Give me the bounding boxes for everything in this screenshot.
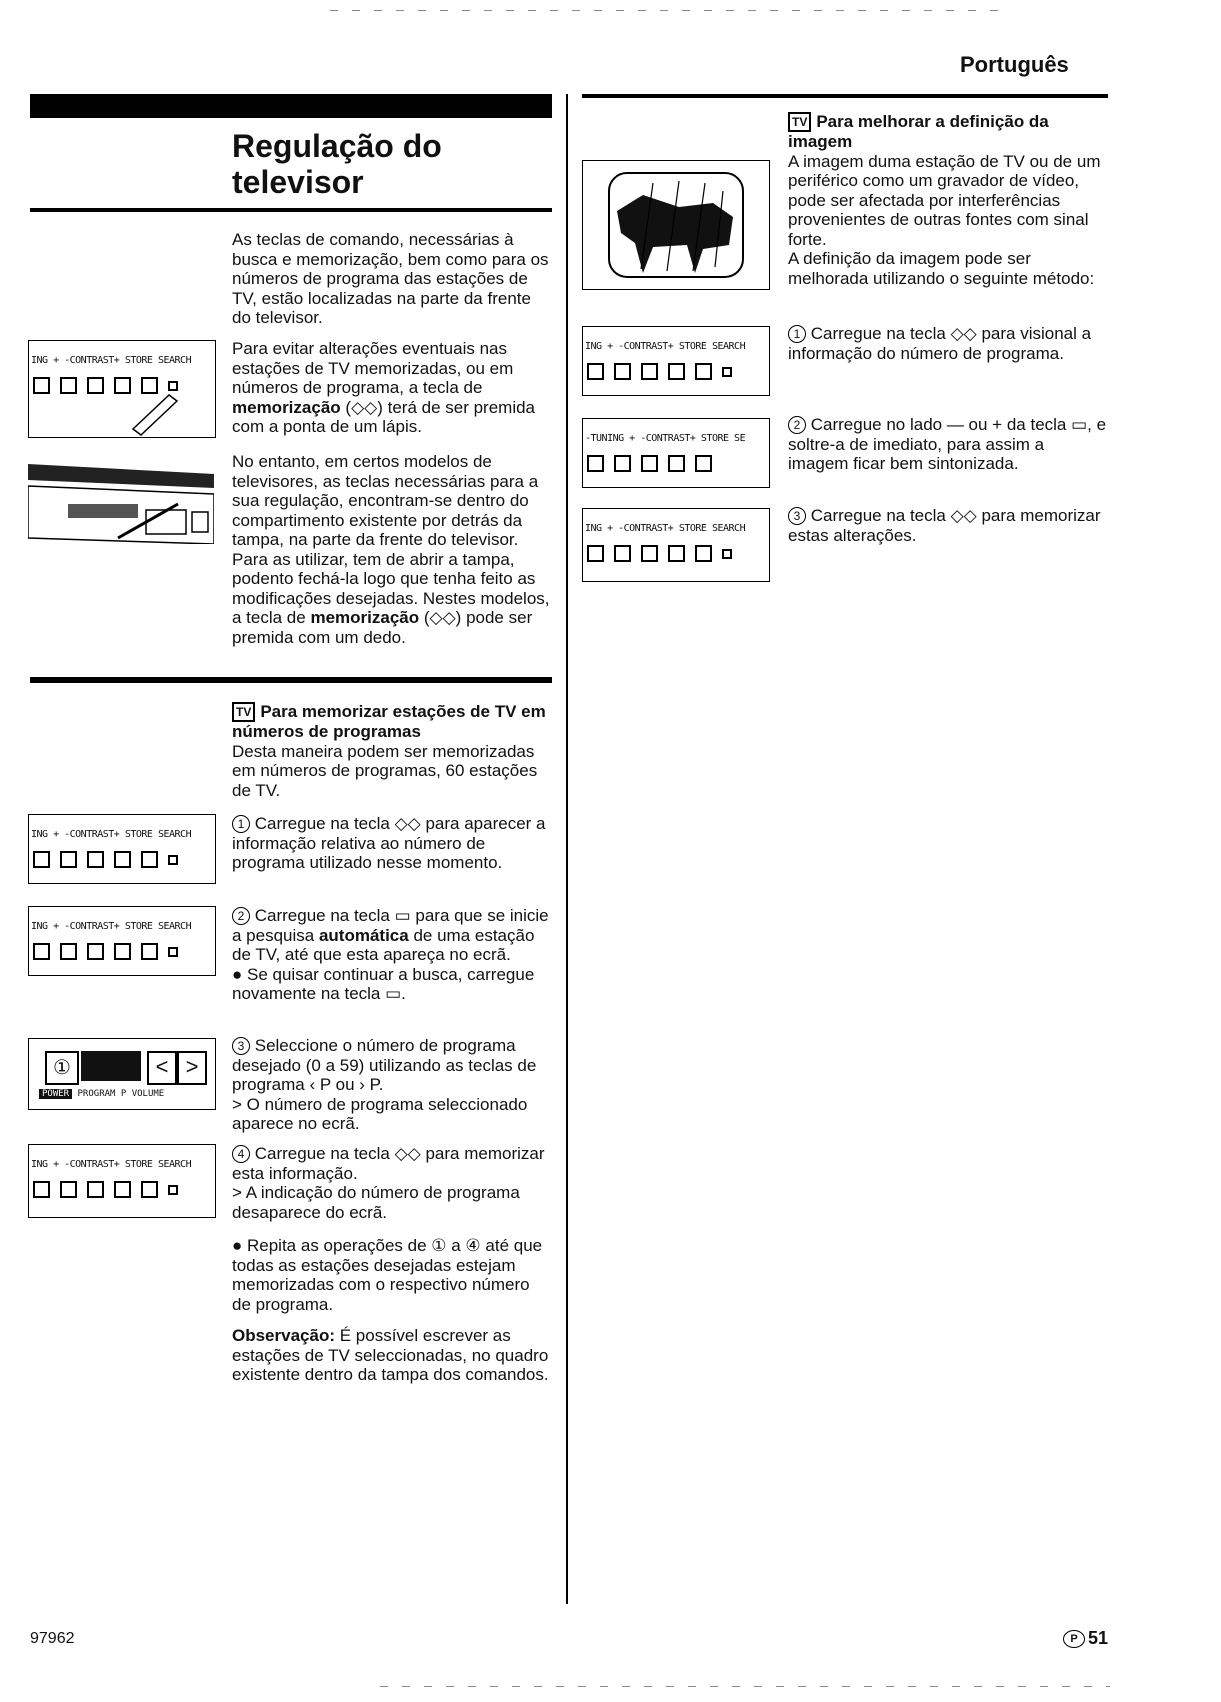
- improve-text: A definição da imagem pode ser melhorada utilizando o seguinte método:: [788, 249, 1095, 288]
- panel-key: [141, 377, 158, 394]
- step-text: Carregue no lado — ou + da tecla ▭, e soltre-a de imediato, para assim a imagem ficar bem sintonizada.: [788, 415, 1107, 473]
- step-number: 2: [232, 907, 250, 925]
- panel-key: [60, 943, 77, 960]
- power-label: POWER: [39, 1089, 72, 1099]
- panel-key: [587, 545, 604, 562]
- panel-label: ING + -CONTRAST+ STORE SEARCH: [31, 1159, 192, 1170]
- step-number: 1: [788, 325, 806, 343]
- panel-key: [641, 455, 658, 472]
- display-block: [81, 1051, 141, 1081]
- note-paragraph: [232, 1326, 552, 1385]
- improve-step-1: [788, 324, 1108, 363]
- panel-key: [614, 545, 631, 562]
- improve-step-3: [788, 506, 1108, 545]
- tv-screen-cow-icon: [583, 161, 769, 289]
- step-bullet: Se quisar continuar a busca, carregue novamente na tecla ▭.: [232, 964, 535, 1003]
- program-label: PROGRAM P: [77, 1089, 127, 1099]
- panel-key: [722, 549, 732, 559]
- panel-key: [587, 363, 604, 380]
- improve-text: A imagem duma estação de TV ou de um periférico como um gravador de vídeo, pode ser afectada por interferências provenientes de outras fontes com sinal forte.: [788, 151, 1101, 249]
- avoid-paragraph: [232, 339, 552, 437]
- control-panel-illustration: [28, 1144, 216, 1218]
- improve-heading: Para melhorar a definição da imagem: [788, 112, 1049, 151]
- memorize-section: [232, 702, 552, 800]
- repeat-paragraph: ● Repita as operações de ① a ④ até que todas as estações desejadas estejam memorizadas com o respectivo número de programa.: [232, 1236, 543, 1314]
- panel-key: [168, 947, 178, 957]
- panel-key: [695, 455, 712, 472]
- panel-key: [695, 363, 712, 380]
- pencil-icon: [129, 393, 179, 437]
- tv-screen-illustration: [582, 160, 770, 290]
- models-bold: memorização: [310, 608, 420, 627]
- tv-front-illustration: [28, 458, 214, 544]
- step-text: Carregue na tecla ◇◇ para aparecer a informação relativa ao número de programa utilizado nesse momento.: [232, 814, 546, 872]
- memorize-heading: Para memorizar estações de TV em números de programas: [232, 702, 546, 741]
- control-panel-illustration: [28, 814, 216, 884]
- panel-key: [141, 1181, 158, 1198]
- control-panel-illustration: [582, 418, 770, 488]
- panel-key: [33, 1181, 50, 1198]
- panel-key: [614, 363, 631, 380]
- models-text: Para as utilizar, tem de abrir a tampa, podento fechá-la logo que tenha feito as modificações desejadas. Nestes modelos, a tecla de: [232, 549, 550, 627]
- panel-key: [60, 377, 77, 394]
- title-line: Regulação do: [232, 128, 442, 164]
- memorize-step-2: 2 Carregue na tecla ▭ para que se inicie a pesquisa automática de uma estação de TV, até que esta apareça no ecrã. ● Se quisar continuar a busca, carregue novamente na tecla ▭.: [232, 906, 549, 1003]
- control-panel-illustration: [28, 340, 216, 438]
- section-rule: [30, 208, 552, 212]
- language-label: Português: [960, 52, 1069, 77]
- program-down-icon: <: [147, 1051, 177, 1085]
- panel-key: [114, 377, 131, 394]
- step-text: Carregue na tecla ◇◇ para visional a informação do número de programa.: [788, 324, 1092, 363]
- panel-key: [668, 545, 685, 562]
- title-line: televisor: [232, 164, 364, 200]
- panel-key: [168, 381, 178, 391]
- panel-key: [668, 455, 685, 472]
- memorize-step-3: [232, 1036, 552, 1134]
- step-number: 2: [788, 416, 806, 434]
- panel-key: [641, 545, 658, 562]
- document-code: 97962: [30, 1630, 75, 1647]
- control-panel-illustration: [582, 508, 770, 582]
- control-panel-illustration: [28, 906, 216, 976]
- panel-label: ING + -CONTRAST+ STORE SEARCH: [31, 829, 192, 840]
- panel-key: [695, 545, 712, 562]
- step-text: de uma estação de TV, até que esta apareça no ecrã.: [232, 925, 535, 964]
- panel-key: [722, 367, 732, 377]
- avoid-bold: memorização: [232, 397, 341, 417]
- step-result: > A indicação do número de programa desaparece do ecrã.: [232, 1183, 520, 1222]
- panel-key: [60, 851, 77, 868]
- memorize-step-4: [232, 1144, 552, 1222]
- step-number: 4: [232, 1145, 250, 1163]
- step-text: Carregue na tecla ◇◇ para memorizar estas alterações.: [788, 506, 1101, 545]
- panel-key: [60, 1181, 77, 1198]
- intro-text: As teclas de comando, necessárias à busca e memorização, bem como para os números de programa das estações de TV, estão localizadas na parte da frente do televisor.: [232, 230, 549, 327]
- page-number-value: 51: [1088, 1628, 1109, 1648]
- volume-label: VOLUME: [131, 1089, 165, 1099]
- panel-key: [114, 943, 131, 960]
- panel-key: [33, 377, 50, 394]
- tv-icon: TV: [788, 112, 811, 132]
- remote-buttons-illustration: [28, 1038, 216, 1110]
- panel-key: [668, 363, 685, 380]
- improve-section: [788, 112, 1108, 288]
- black-header-bar: [30, 94, 552, 118]
- panel-key: [168, 1185, 178, 1195]
- panel-key: [641, 363, 658, 380]
- column-divider: [566, 94, 568, 1604]
- scan-artifact-bottom: [380, 1686, 1110, 1687]
- step-number: 3: [232, 1037, 250, 1055]
- power-button-icon: ①: [45, 1051, 79, 1085]
- panel-key: [87, 377, 104, 394]
- program-up-icon: >: [177, 1051, 207, 1085]
- panel-label: ING + -CONTRAST+ STORE SEARCH: [31, 921, 192, 932]
- models-text: No entanto, em certos modelos de televisores, as teclas necessárias para a sua regulação, encontram-se dentro do compartimento existente por detrás da tampa, na parte da frente do televisor.: [232, 452, 539, 549]
- panel-key: [614, 455, 631, 472]
- memorize-lead: Desta maneira podem ser memorizadas em números de programas, 60 estações de TV.: [232, 741, 538, 800]
- panel-label: ING + -CONTRAST+ STORE SEARCH: [585, 341, 746, 352]
- step-result: > O número de programa seleccionado aparece no ecrã.: [232, 1094, 528, 1133]
- step-number: 3: [788, 507, 806, 525]
- step-text: Carregue na tecla ◇◇ para memorizar esta informação.: [232, 1144, 545, 1183]
- panel-key: [114, 1181, 131, 1198]
- panel-key: [141, 943, 158, 960]
- tv-icon: TV: [232, 702, 255, 722]
- step-number: 1: [232, 815, 250, 833]
- scan-artifact-top: [330, 10, 1010, 11]
- avoid-text: (◇◇) terá de ser premida com a ponta de um lápis.: [232, 397, 536, 436]
- panel-key: [114, 851, 131, 868]
- section-rule: [582, 94, 1108, 98]
- note-text: É possível escrever as estações de TV seleccionadas, no quadro existente dentro da tampa dos comandos.: [232, 1326, 549, 1384]
- step-bold: automática: [318, 925, 409, 945]
- panel-key: [33, 851, 50, 868]
- tv-cabinet-icon: [28, 458, 214, 544]
- page-title: [232, 128, 442, 200]
- panel-label: -TUNING + -CONTRAST+ STORE SE: [585, 433, 746, 444]
- panel-label: ING + -CONTRAST+ STORE SEARCH: [585, 523, 746, 534]
- page-number: [1063, 1628, 1108, 1649]
- memorize-step-1: [232, 814, 552, 873]
- models-text: (◇◇) pode ser premida com um dedo.: [232, 608, 533, 647]
- panel-key: [87, 943, 104, 960]
- panel-key: [33, 943, 50, 960]
- panel-key: [141, 851, 158, 868]
- avoid-text: Para evitar alterações eventuais nas estações de TV memorizadas, ou em números de programa, a tecla de: [232, 339, 514, 397]
- panel-key: [87, 1181, 104, 1198]
- language-p-icon: P: [1063, 1630, 1085, 1648]
- intro-paragraph: [232, 230, 552, 328]
- models-paragraph: [232, 452, 552, 647]
- panel-key: [168, 855, 178, 865]
- step-text: Seleccione o número de programa desejado (0 a 59) utilizando as teclas de programa ‹ P ou › P.: [232, 1036, 537, 1094]
- step-text: Carregue na tecla ▭ para que se inicie a pesquisa: [232, 906, 549, 945]
- panel-key: [587, 455, 604, 472]
- panel-key: [87, 851, 104, 868]
- improve-step-2: [788, 415, 1108, 474]
- section-rule: [30, 677, 552, 683]
- repeat-text: Repita as operações de ① a ④ até que todas as estações desejadas estejam memorizadas com o respectivo número de programa.: [232, 1236, 543, 1314]
- note-label: Observação:: [232, 1326, 335, 1345]
- control-panel-illustration: [582, 326, 770, 396]
- panel-label: ING + -CONTRAST+ STORE SEARCH: [31, 355, 192, 366]
